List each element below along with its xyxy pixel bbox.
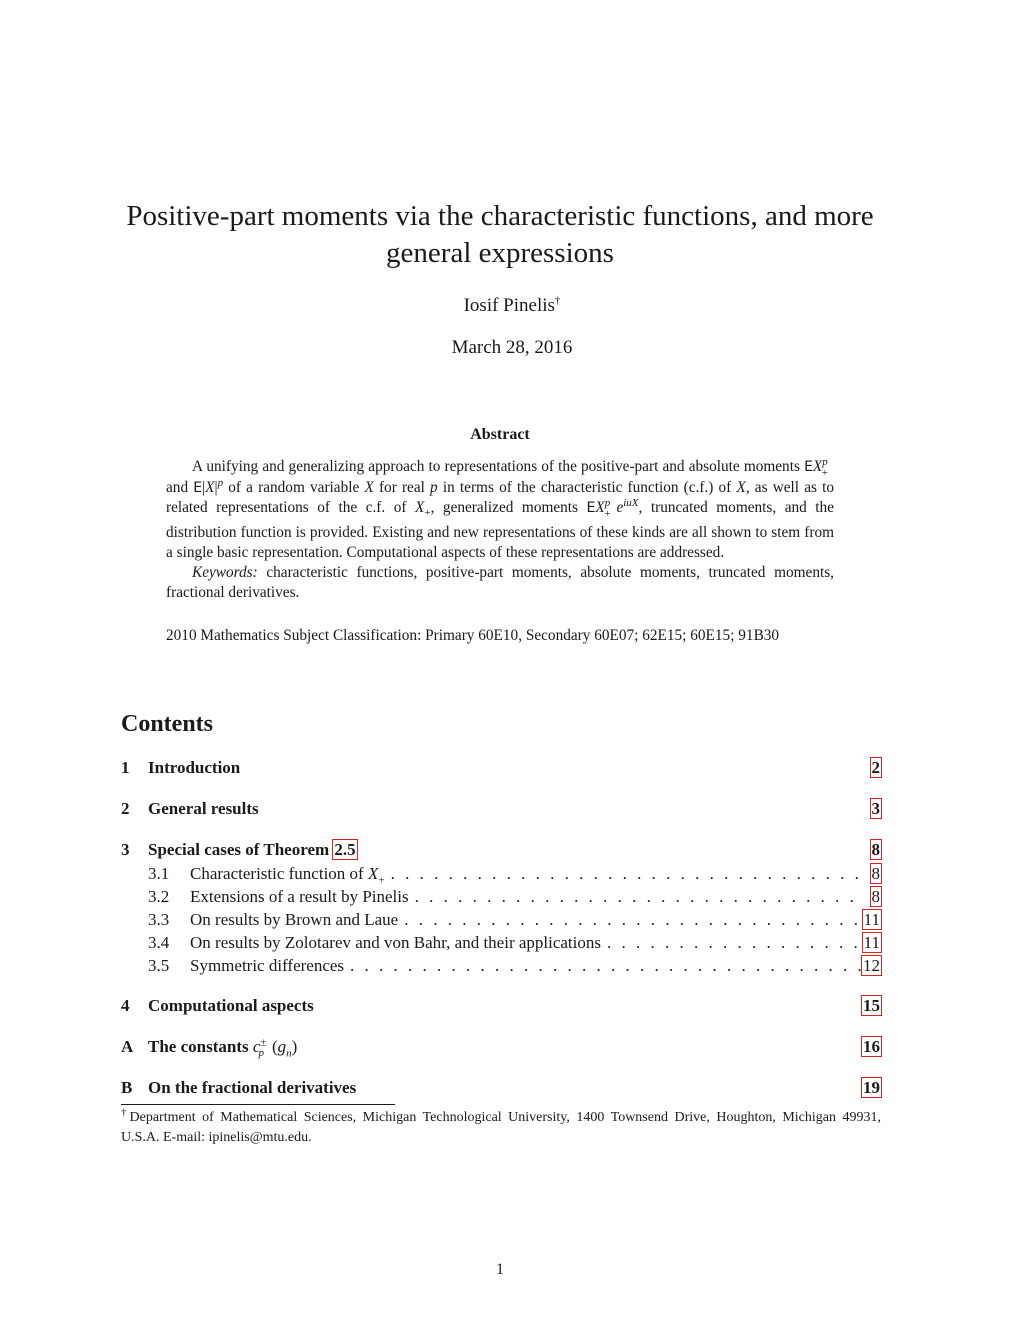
abstract-paragraph: A unifying and generalizing approach to representations of the positive-part and absolute moments $EX^p_+$ and $E|X|^p$ of a random variable X for real p in terms of the characteristic function (c.f.) of X, as well as to related representations of the c.f. of $X_+$, generalized moments $EX^p_+$ $e^{iuX}$, truncated moments, and the distribution function is provided. Existing and new representations of these kinds are all shown to stem from a single basic representation. Computational aspects of these representations are addressed.: [166, 455, 835, 562]
contents-heading: Contents: [121, 711, 214, 737]
keywords-label: Keywords:: [192, 564, 258, 582]
toc-section-2[interactable]: 2 General results 3: [121, 799, 880, 818]
toc-page-link[interactable]: 8: [871, 840, 880, 859]
toc-leader-dots: [344, 954, 861, 977]
toc-page-link[interactable]: 16: [863, 1037, 880, 1056]
toc-section-a[interactable]: A The constants $c^\pm_p$ $(g_n)$ 16: [121, 1036, 880, 1060]
toc-subsection-3-4[interactable]: 3.4 On results by Zolotarev and von Bahr, and their applications . . . 11: [121, 931, 881, 954]
toc-subsection-3-2[interactable]: 3.2 Extensions of a result by Pinelis . . . 8: [121, 885, 881, 908]
toc-leader-dots: [409, 885, 861, 908]
page-number: 1: [496, 1261, 504, 1278]
toc-page-link[interactable]: 2: [871, 758, 880, 777]
toc-subsection-3-5[interactable]: 3.5 Symmetric differences . . . 12: [121, 954, 881, 977]
toc-page-link[interactable]: 15: [863, 996, 880, 1015]
toc-section-1[interactable]: 1 Introduction 2: [121, 758, 880, 777]
toc-section-4[interactable]: 4 Computational aspects 15: [121, 996, 880, 1015]
toc-leader-dots: [398, 908, 861, 931]
footnote-rule: [121, 1104, 395, 1105]
toc-subsection-3-3[interactable]: 3.3 On results by Brown and Laue . . . 11: [121, 908, 881, 931]
toc-page-link[interactable]: 19: [863, 1078, 880, 1097]
toc-section-3[interactable]: 3 Special cases of Theorem 2.5 8: [121, 840, 880, 859]
author-footnote-mark[interactable]: †: [554, 294, 561, 307]
toc-leader-dots: [385, 862, 861, 885]
toc-subsection-3-1[interactable]: 3.1 Characteristic function of $X_+$ . . . 8: [121, 862, 881, 885]
abstract-heading: Abstract: [470, 426, 530, 443]
paper-title: Positive-part moments via the characteristic functions, and more general expressions: [126, 200, 874, 269]
toc-page-link[interactable]: 3: [871, 799, 880, 818]
toc-page-link[interactable]: 11: [863, 910, 880, 929]
toc-page-link[interactable]: 8: [871, 887, 880, 906]
toc-page-link[interactable]: 11: [863, 933, 880, 952]
paper-date: March 28, 2016: [451, 337, 573, 358]
msc-classification: 2010 Mathematics Subject Classification: Primary 60E10, Secondary 60E07; 62E15; 60E15; 91B30: [166, 627, 780, 644]
toc-page-link[interactable]: 8: [871, 864, 880, 883]
toc-section-b[interactable]: B On the fractional derivatives 19: [121, 1078, 880, 1097]
author-name: Iosif Pinelis: [463, 295, 555, 316]
abstract-body: [166, 457, 834, 603]
author-line: [0, 294, 1024, 318]
keywords-text: characteristic functions, positive-part moments, absolute moments, truncated moments, fractional derivatives.: [166, 564, 834, 602]
footnote: [121, 1108, 881, 1148]
table-of-contents: [121, 756, 881, 1117]
footnote-mark: †: [121, 1106, 130, 1119]
toc-leader-dots: [601, 931, 861, 954]
keywords-paragraph: [166, 563, 834, 603]
theorem-ref-link[interactable]: 2.5: [334, 840, 356, 859]
toc-page-link[interactable]: 12: [863, 956, 880, 975]
footnote-text: Department of Mathematical Sciences, Michigan Technological University, 1400 Townsend Drive, Houghton, Michigan 49931, U.S.A. E-mail: ipinelis@mtu.edu.: [121, 1110, 881, 1145]
